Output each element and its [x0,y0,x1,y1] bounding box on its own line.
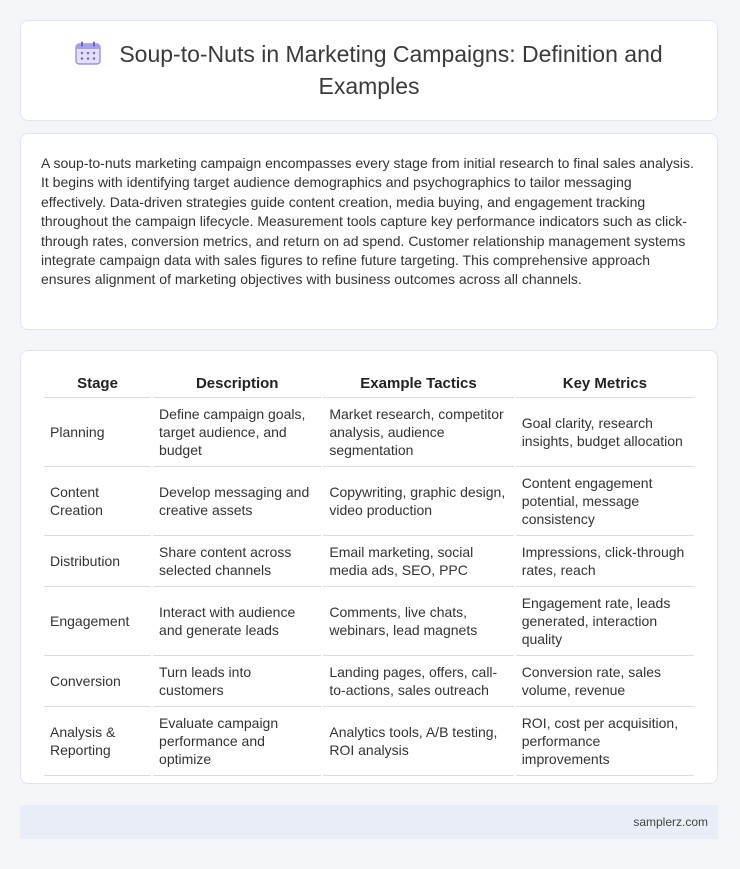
calendar-grid-icon [75,41,101,72]
table-row [44,656,694,707]
cell-metrics: ROI, cost per acquisition, performance improvements [516,707,694,776]
cell-tactics: Market research, competitor analysis, audience segmentation [323,398,513,467]
cell-tactics: Landing pages, offers, call-to-actions, sales outreach [323,656,513,707]
header-example-tactics: Example Tactics [323,367,513,398]
intro-paragraph: A soup-to-nuts marketing campaign encompasses every stage from initial research to final sales analysis. It begins with identifying target audience demographics and psychographics to tailor messaging effectively. Data-driven strategies guide content creation, media buying, and engagement tracking throughout the campaign lifecycle. Measurement tools capture key performance indicators such as click-through rates, conversion metrics, and return on ad spend. Customer relationship management systems integrate campaign data with sales figures to refine future targeting. This comprehensive approach ensures alignment of marketing objectives with business outcomes across all channels. [41,155,694,288]
cell-tactics: Email marketing, social media ads, SEO, PPC [323,536,513,587]
cell-description: Define campaign goals, target audience, and budget [153,398,321,467]
cell-description: Develop messaging and creative assets [153,467,321,536]
header-key-metrics: Key Metrics [516,367,694,398]
cell-tactics: Analytics tools, A/B testing, ROI analysis [323,707,513,776]
cell-stage: Conversion [44,656,151,707]
cell-description: Evaluate campaign performance and optimize [153,707,321,776]
header-stage: Stage [44,367,151,398]
page-title [75,40,662,101]
intro-card [20,133,718,330]
cell-metrics: Impressions, click-through rates, reach [516,536,694,587]
table-row [44,467,694,536]
table-card [20,350,718,784]
cell-metrics: Engagement rate, leads generated, interaction quality [516,587,694,656]
cell-stage: Distribution [44,536,151,587]
table-row [44,536,694,587]
footer-site-link[interactable]: samplerz.com [633,815,708,829]
cell-stage: Analysis & Reporting [44,707,151,776]
table-row [44,707,694,776]
cell-metrics: Conversion rate, sales volume, revenue [516,656,694,707]
table-row [44,398,694,467]
cell-tactics: Comments, live chats, webinars, lead magnets [323,587,513,656]
cell-stage: Engagement [44,587,151,656]
cell-description: Share content across selected channels [153,536,321,587]
table-header-row [44,367,694,398]
footer-bar [20,805,718,839]
header-description: Description [153,367,321,398]
title-line-1: Soup-to-Nuts in Marketing Campaigns: Definition and [119,41,663,67]
cell-description: Turn leads into customers [153,656,321,707]
cell-stage: Planning [44,398,151,467]
title-card [20,20,718,121]
cell-stage: Content Creation [44,467,151,536]
cell-metrics: Goal clarity, research insights, budget allocation [516,398,694,467]
cell-tactics: Copywriting, graphic design, video production [323,467,513,536]
title-line-2: Examples [318,73,420,99]
stages-table [42,367,696,776]
cell-description: Interact with audience and generate leads [153,587,321,656]
cell-metrics: Content engagement potential, message consistency [516,467,694,536]
table-row [44,587,694,656]
